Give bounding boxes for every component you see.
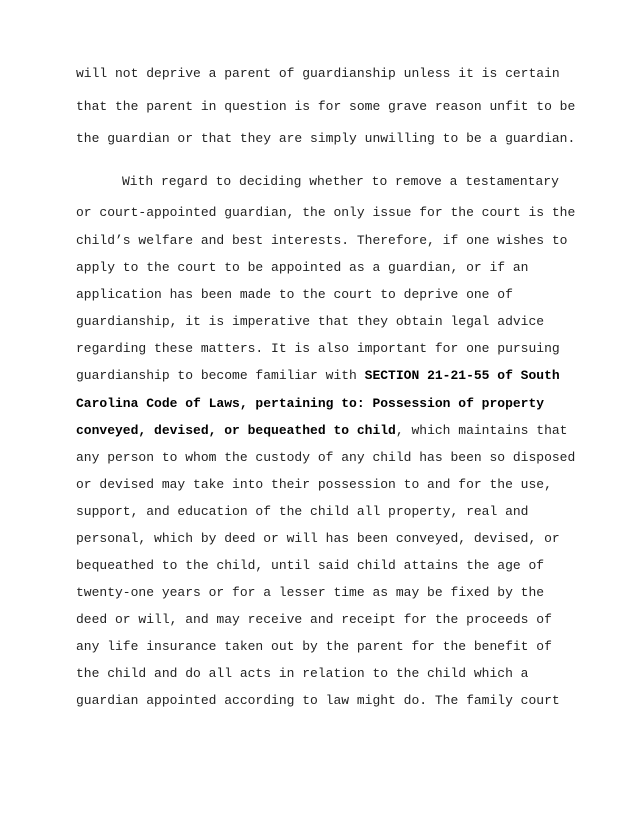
text-run: , which maintains that <box>395 423 568 438</box>
text-line: regarding these matters. It is also important for one pursuing <box>76 341 560 356</box>
text-line: support, and education of the child all property, real and <box>76 504 529 519</box>
text-line: child’s welfare and best interests. Therefore, if one wishes to <box>76 233 568 248</box>
text-line: guardianship, it is imperative that they obtain legal advice <box>76 314 545 329</box>
text-line: personal, which by deed or will has been conveyed, devised, or <box>76 531 560 546</box>
text-line: guardian appointed according to law might do. The family court <box>76 693 560 708</box>
text-line: the child and do all acts in relation to the child which a <box>76 666 529 681</box>
text-line: twenty-one years or for a lesser time as may be fixed by the <box>76 585 545 600</box>
text-line: will not deprive a parent of guardianship unless it is certain <box>76 66 560 81</box>
text-line <box>76 396 544 412</box>
text-line: the guardian or that they are simply unwilling to be a guardian. <box>76 131 576 146</box>
text-line: or devised may take into their possession to and for the use, <box>76 477 552 492</box>
text-line: deed or will, and may receive and receipt for the proceeds of <box>76 612 552 627</box>
bold-statute-reference: SECTION 21-21-55 of South <box>364 368 560 383</box>
paragraph-first-line: With regard to deciding whether to remove a testamentary <box>122 174 559 189</box>
text-line: or court-appointed guardian, the only issue for the court is the <box>76 205 576 220</box>
text-line: bequeathed to the child, until said child attains the age of <box>76 558 545 573</box>
text-run: guardianship to become familiar with <box>76 368 365 383</box>
text-line: apply to the court to be appointed as a guardian, or if an <box>76 260 529 275</box>
text-line: any person to whom the custody of any child has been so disposed <box>76 450 576 465</box>
text-line <box>76 368 560 384</box>
bold-statute-title: conveyed, devised, or bequeathed to child <box>76 423 396 438</box>
text-line: any life insurance taken out by the parent for the benefit of <box>76 639 552 654</box>
text-line: that the parent in question is for some grave reason unfit to be <box>76 99 576 114</box>
bold-statute-title: Carolina Code of Laws, pertaining to: Possession of property <box>76 396 545 411</box>
text-line <box>76 423 568 439</box>
text-line: application has been made to the court to deprive one of <box>76 287 513 302</box>
